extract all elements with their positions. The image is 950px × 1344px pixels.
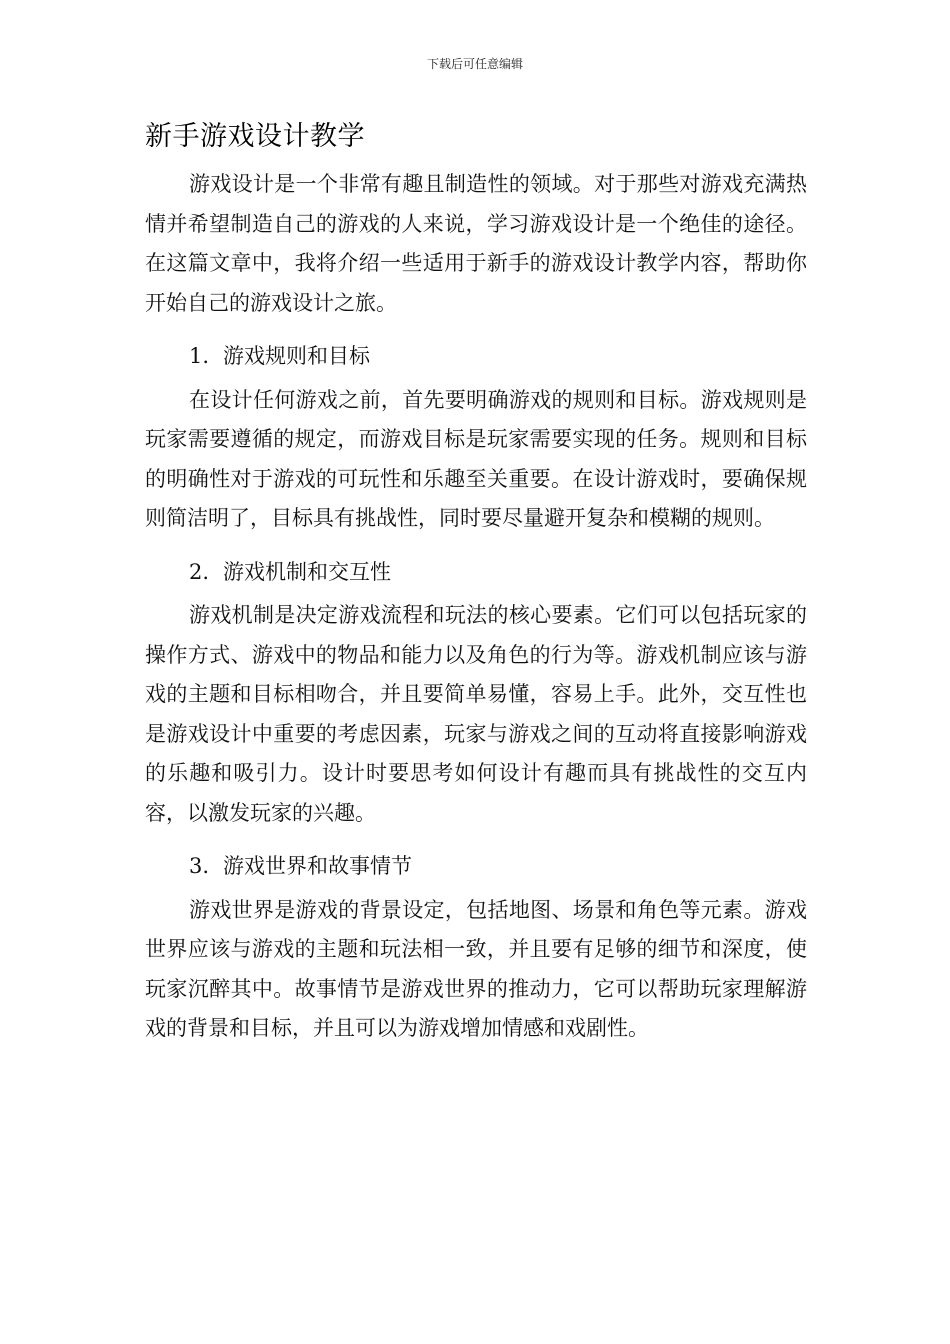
document-body xyxy=(145,165,807,1049)
page-header: 下载后可任意编辑 xyxy=(426,57,523,71)
page-title: 新手游戏设计教学 xyxy=(145,121,365,152)
section-heading-text: 游戏规则和目标 xyxy=(223,344,370,368)
section-number: 1. xyxy=(189,344,210,368)
intro-paragraph: 游戏设计是一个非常有趣且制造性的领域。对于那些对游戏充满热情并希望制造自己的游戏的人来说，学习游戏设计是一个绝佳的途径。在这篇文章中，我将介绍一些适用于新手的游戏设计教学内容，帮助你开始自己的游戏设计之旅。 xyxy=(145,172,807,315)
section-body-1: 在设计任何游戏之前，首先要明确游戏的规则和目标。游戏规则是玩家需要遵循的规定，而游戏目标是玩家需要实现的任务。规则和目标的明确性对于游戏的可玩性和乐趣至关重要。在设计游戏时，要确保规则简洁明了，目标具有挑战性，同时要尽量避开复杂和模糊的规则。 xyxy=(145,387,807,530)
section-body-3: 游戏世界是游戏的背景设定，包括地图、场景和角色等元素。游戏世界应该与游戏的主题和玩法相一致，并且要有足够的细节和深度，使玩家沉醉其中。故事情节是游戏世界的推动力，它可以帮助玩家理解游戏的背景和目标，并且可以为游戏增加情感和戏剧性。 xyxy=(145,897,807,1040)
section-body-2: 游戏机制是决定游戏流程和玩法的核心要素。它们可以包括玩家的操作方式、游戏中的物品和能力以及角色的行为等。游戏机制应该与游戏的主题和目标相吻合，并且要简单易懂，容易上手。此外，交互性也是游戏设计中重要的考虑因素，玩家与游戏之间的互动将直接影响游戏的乐趣和吸引力。设计时要思考如何设计有趣而具有挑战性的交互内容，以激发玩家的兴趣。 xyxy=(145,603,807,825)
section-number: 3. xyxy=(189,854,210,878)
section-number: 2. xyxy=(189,559,210,584)
section-heading-3 xyxy=(145,842,807,891)
section-heading-1 xyxy=(145,332,807,381)
section-heading-text: 游戏世界和故事情节 xyxy=(223,854,412,878)
section-heading-2 xyxy=(145,548,807,597)
section-heading-text: 游戏机制和交互性 xyxy=(223,559,391,584)
